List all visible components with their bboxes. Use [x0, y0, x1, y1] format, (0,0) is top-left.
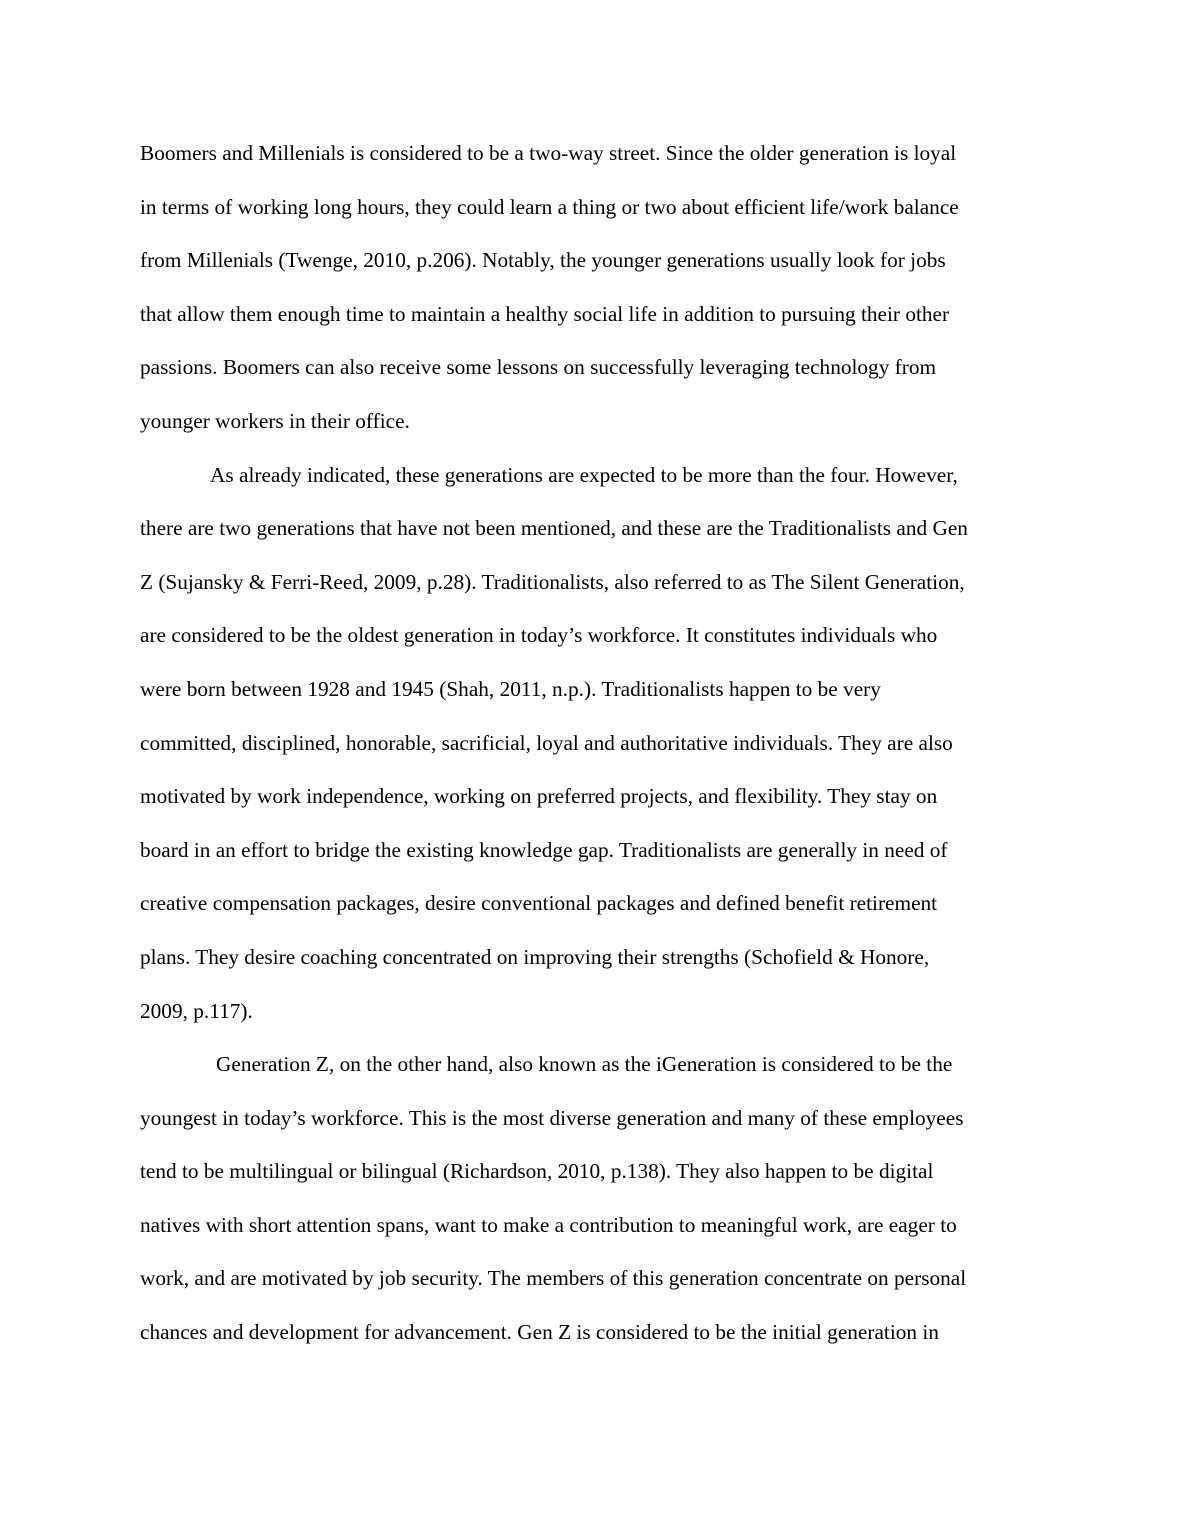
text-line: 2009, p.117).	[140, 998, 253, 1023]
text-line: that allow them enough time to maintain a healthy social life in addition to pursuing their other	[140, 301, 950, 326]
text-line: committed, disciplined, honorable, sacrificial, loyal and authoritative individuals. They are also	[140, 730, 953, 755]
text-line: creative compensation packages, desire conventional packages and defined benefit retirement	[140, 891, 938, 916]
text-line: tend to be multilingual or bilingual (Richardson, 2010, p.138). They also happen to be digital	[140, 1159, 934, 1184]
text-line: board in an effort to bridge the existing knowledge gap. Traditionalists are generally in need of	[140, 837, 948, 862]
text-line: youngest in today’s workforce. This is the most diverse generation and many of these employees	[140, 1105, 964, 1130]
text-line: passions. Boomers can also receive some lessons on successfully leveraging technology from	[140, 355, 937, 380]
text-line: Z (Sujansky & Ferri-Reed, 2009, p.28). Traditionalists, also referred to as The Silent Generation,	[140, 569, 965, 594]
text-line: from Millenials (Twenge, 2010, p.206). Notably, the younger generations usually look for jobs	[140, 248, 946, 273]
text-line: As already indicated, these generations are expected to be more than the four. However,	[210, 462, 958, 487]
text-line: there are two generations that have not been mentioned, and these are the Traditionalists and Gen	[140, 516, 968, 541]
body-text	[140, 127, 1060, 1360]
text-line: work, and are motivated by job security. The members of this generation concentrate on personal	[140, 1266, 967, 1291]
text-line: motivated by work independence, working on preferred projects, and flexibility. They stay on	[140, 784, 938, 809]
text-line: Boomers and Millenials is considered to be a two-way street. Since the older generation is loyal	[140, 141, 957, 165]
text-line: chances and development for advancement. Gen Z is considered to be the initial generation in	[140, 1320, 939, 1345]
text-line: in terms of working long hours, they could learn a thing or two about efficient life/work balance	[140, 194, 959, 219]
text-line: younger workers in their office.	[140, 408, 410, 433]
text-line: are considered to be the oldest generation in today’s workforce. It constitutes individuals who	[140, 623, 938, 648]
text-line: Generation Z, on the other hand, also known as the iGeneration is considered to be the	[216, 1052, 953, 1077]
text-line: were born between 1928 and 1945 (Shah, 2011, n.p.). Traditionalists happen to be very	[140, 676, 881, 701]
text-line: plans. They desire coaching concentrated on improving their strengths (Schofield & Honore,	[140, 944, 930, 969]
text-line: natives with short attention spans, want to make a contribution to meaningful work, are eager to	[140, 1212, 957, 1237]
